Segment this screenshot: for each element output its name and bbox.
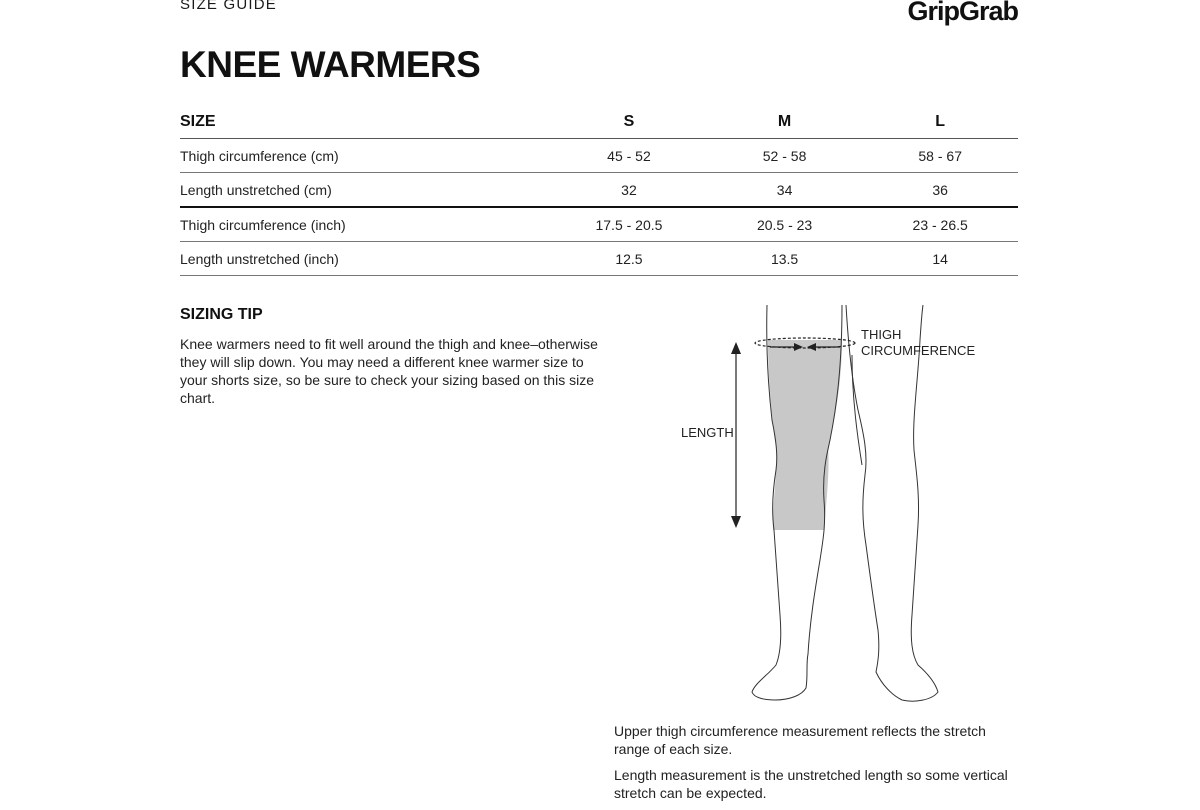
size-guide-label: SIZE GUIDE [180, 0, 278, 13]
table-row [180, 207, 1018, 242]
brand-logo: GripGrab [907, 0, 1018, 26]
notes [614, 722, 1024, 810]
row-label: Thigh circumference (cm) [180, 139, 551, 173]
header-s: S [551, 105, 707, 139]
cell-l: 23 - 26.5 [862, 207, 1018, 242]
cell-m: 52 - 58 [707, 139, 863, 173]
cell-m: 20.5 - 23 [707, 207, 863, 242]
cell-s: 12.5 [551, 242, 707, 276]
note-circumference: Upper thigh circumference measurement reflects the stretch range of each size. [614, 723, 986, 757]
length-arrowhead-top [731, 342, 741, 354]
length-label: LENGTH [681, 425, 734, 440]
row-label: Thigh circumference (inch) [180, 207, 551, 242]
cell-s: 17.5 - 20.5 [551, 207, 707, 242]
leg-diagram [660, 300, 1020, 710]
size-table [180, 105, 1018, 276]
thigh-label-line1: THIGH [861, 327, 902, 342]
header-m: M [707, 105, 863, 139]
table-row [180, 173, 1018, 208]
page-title: KNEE WARMERS [180, 44, 481, 85]
cell-l: 36 [862, 173, 1018, 208]
header-size: SIZE [180, 105, 551, 139]
sizing-tip-title: SIZING TIP [180, 306, 263, 323]
row-label: Length unstretched (inch) [180, 242, 551, 276]
note-length: Length measurement is the unstretched length so some vertical stretch can be expected. [614, 767, 1008, 801]
cell-s: 32 [551, 173, 707, 208]
sizing-tip-body: Knee warmers need to fit well around the thigh and knee–otherwise they will slip down. You may need a different knee warmer size to your shorts size, so be sure to check your sizing based on this size chart. [180, 336, 598, 406]
cell-s: 45 - 52 [551, 139, 707, 173]
inner-leg-line [852, 355, 862, 465]
table-row [180, 139, 1018, 173]
thigh-label-line2: CIRCUMFERENCE [861, 343, 976, 358]
cell-l: 58 - 67 [862, 139, 1018, 173]
cell-l: 14 [862, 242, 1018, 276]
table-row [180, 242, 1018, 276]
length-arrowhead-bottom [731, 516, 741, 528]
cell-m: 13.5 [707, 242, 863, 276]
row-label: Length unstretched (cm) [180, 173, 551, 208]
table-header-row [180, 105, 1018, 139]
cell-m: 34 [707, 173, 863, 208]
header-l: L [862, 105, 1018, 139]
right-leg-outline [846, 305, 938, 701]
